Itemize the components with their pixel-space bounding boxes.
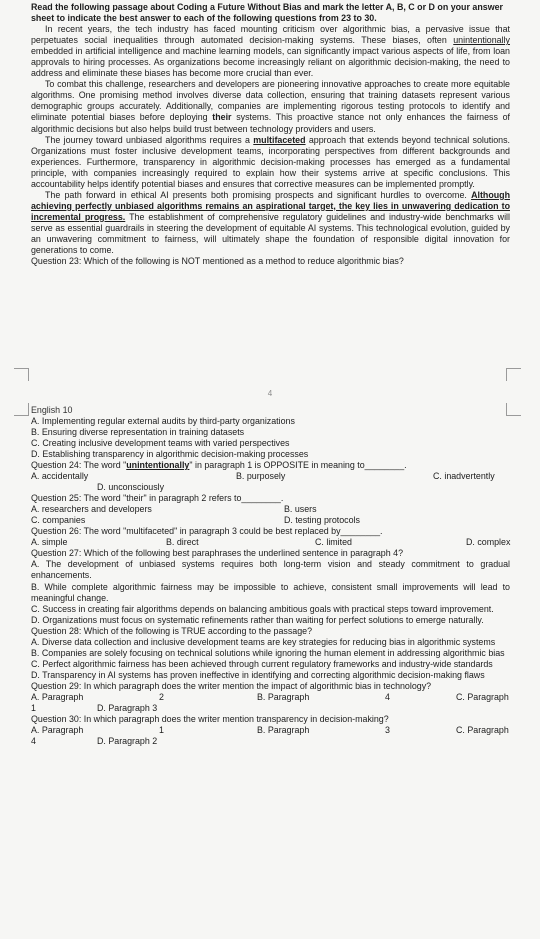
p2-bold-word: their [212,112,232,123]
q28-option-a[interactable]: A. Diverse data collection and inclusive development teams are key strategies for reducing bias in algorithmic systems [31,636,496,647]
q25-options-row-2 [31,515,510,526]
paragraph-4 [31,190,510,256]
q29-option-b-label[interactable]: B. Paragraph [257,691,310,702]
p3-text-a: The journey toward unbiased algorithms requires a [45,134,254,145]
instructions: Read the following passage about Coding a Future Without Bias and mark the letter A, B, C or D on your answer sheet to indicate the best answer to each of the following questions from 23 to 30. [31,2,503,24]
q29-option-c-label[interactable]: C. Paragraph [456,691,509,702]
q24-options-row [31,471,510,482]
q27-option-d[interactable]: D. Organizations must focus on systematic refinements rather than waiting for perfect solutions to emerge naturally. [31,614,484,625]
q30-option-b-number[interactable]: 3 [385,725,390,736]
q30-option-a-label[interactable]: A. Paragraph [31,725,84,736]
p1-underlined-word: unintentionally [453,35,510,46]
questions-section [31,405,510,747]
p4-text-b: The establishment of comprehensive regulatory guidelines and industry-wide benchmarks will serve as essential guardrails in steering the development of equitable AI systems. This technological evolution, guided by an unwavering commitment to fairness, will ultimately shape the foundation of responsible digital innovation for generations to come. [31,211,511,256]
q30-option-c-number[interactable]: 4 [31,736,36,747]
q28-option-b[interactable]: B. Companies are solely focusing on technical solutions while ignoring the human element in addressing algorithmic bias [31,647,505,658]
question-25-stem: Question 25: The word "their" in paragraph 2 refers to________. [31,493,284,504]
q30-option-a-number[interactable]: 1 [159,725,164,736]
q25-options-row [31,504,510,515]
q29-options-row [31,692,510,703]
p3-text-b: approach that extends beyond technical solutions. Organizations must foster inclusive development teams, incorporating perspectives from different backgrounds and experiences. Furthermore, transparency in algorithmic decision-making processes has emerged as a fundamental principle, with companies increasingly required to explain how their systems arrive at specific conclusions. This accountability helps identify potential biases and ensures that corrective measures can be implemented promptly. [31,134,511,189]
crop-mark-bottom-left [14,403,29,416]
p4-underlined-sentence: Although achieving perfectly unbiased algorithms remains an aspirational target, the key lies in unwavering dedication to incremental progress. [31,189,510,222]
crop-mark-top-left [14,368,29,381]
section-label: English 10 [31,405,73,415]
q23-option-b[interactable]: B. Ensuring diverse representation in training datasets [31,427,245,438]
q25-option-d[interactable]: D. testing protocols [284,515,360,526]
q24-stem-a: Question 24: The word " [31,460,127,471]
q25-option-b[interactable]: B. users [284,504,317,515]
passage-page [31,2,510,267]
q26-options-row [31,537,510,548]
q23-option-c[interactable]: C. Creating inclusive development teams with varied perspectives [31,438,290,449]
q25-option-c[interactable]: C. companies [31,515,86,526]
q30-option-c-label[interactable]: C. Paragraph [456,725,509,736]
p3-underlined-word: multifaceted [253,134,306,145]
q27-option-a[interactable]: A. The development of unbiased systems requires both long-term vision and steady commitment to gradual enhancements. [31,559,510,581]
q29-option-b-number[interactable]: 4 [385,691,390,702]
p4-text-a: The path forward in ethical AI presents both promising prospects and significant hurdles to overcome. [45,189,472,200]
question-27-stem: Question 27: Which of the following best paraphrases the underlined sentence in paragraph 4? [31,548,404,559]
q24-stem-b: " in paragraph 1 is OPPOSITE in meaning to________. [189,460,407,471]
question-23-stem: Question 23: Which of the following is NOT mentioned as a method to reduce algorithmic bias? [31,256,404,267]
q24-option-c[interactable]: C. inadvertently [433,471,495,482]
q24-option-a[interactable]: A. accidentally [31,471,89,482]
q24-option-b[interactable]: B. purposely [236,471,286,482]
q27-option-c[interactable]: C. Success in creating fair algorithms depends on balancing ambitious goals with practical steps toward improvement. [31,603,494,614]
q29-option-c-number[interactable]: 1 [31,702,36,713]
page-number: 4 [267,389,273,398]
q29-options-row-2 [31,703,510,714]
q24-options-row-2 [31,482,510,493]
question-24-stem [31,460,510,471]
q30-option-d[interactable]: D. Paragraph 2 [97,736,158,747]
q30-option-b-label[interactable]: B. Paragraph [257,725,310,736]
q26-option-a[interactable]: A. simple [31,537,68,548]
paragraph-2 [31,79,510,134]
q26-option-c[interactable]: C. limited [315,537,352,548]
q29-option-a-number[interactable]: 2 [159,691,164,702]
crop-mark-top-right [506,368,521,381]
q29-option-a-label[interactable]: A. Paragraph [31,691,84,702]
paragraph-1 [31,24,510,79]
q28-option-d[interactable]: D. Transparency in AI systems has proven ineffective in identifying and correcting algorithmic decision-making flaws [31,669,485,680]
q27-option-b[interactable]: B. While complete algorithmic fairness may be impossible to achieve, consistent small improvements will lead to meaningful change. [31,581,510,603]
q26-option-d[interactable]: D. complex [466,537,511,548]
q29-option-d[interactable]: D. Paragraph 3 [97,702,158,713]
q24-option-d[interactable]: D. unconsciously [97,482,165,493]
question-30-stem: Question 30: In which paragraph does the writer mention transparency in decision-making? [31,713,389,724]
question-29-stem: Question 29: In which paragraph does the writer mention the impact of algorithmic bias in technology? [31,680,432,691]
question-28-stem: Question 28: Which of the following is TRUE according to the passage? [31,625,313,636]
q28-option-c[interactable]: C. Perfect algorithmic fairness has been achieved through current regulatory frameworks and industry-wide standards [31,658,493,669]
q23-option-a[interactable]: A. Implementing regular external audits by third-party organizations [31,416,295,427]
paragraph-3 [31,135,510,190]
q26-option-b[interactable]: B. direct [166,537,199,548]
q30-options-row [31,725,510,736]
q23-option-d[interactable]: D. Establishing transparency in algorithmic decision-making processes [31,449,309,460]
p1-text-a: In recent years, the tech industry has faced mounting criticism over algorithmic bias, a pervasive issue that perpetuates social inequalities through automated decision-making systems. These biases, often [31,24,510,46]
q25-option-a[interactable]: A. researchers and developers [31,504,152,515]
q30-options-row-2 [31,736,510,747]
p2-text-a: To combat this challenge, researchers and developers are pioneering innovative approaches to create more equitable algorithms. One promising method involves diverse data collection, ensuring that training datasets represent various demographic groups accurately. Additionally, companies are implementing rigorous testing protocols to identify and eliminate potential biases before deploying [31,79,510,123]
q24-stem-word: unintentionally [126,460,190,471]
p2-text-c: systems. This proactive stance not only enhances the fairness of algorithmic decisions but also helps build trust between technology providers and users. [31,112,510,134]
p1-text-b: embedded in artificial intelligence and machine learning models, can significantly impact various aspects of life, from loan approvals to hiring processes. As organizations become increasingly reliant on algorithmic decision-making, the need to address and eliminate these biases has become more crucial than ever. [31,46,510,79]
question-26-stem: Question 26: The word "multifaceted" in paragraph 3 could be best replaced by________. [31,526,383,537]
